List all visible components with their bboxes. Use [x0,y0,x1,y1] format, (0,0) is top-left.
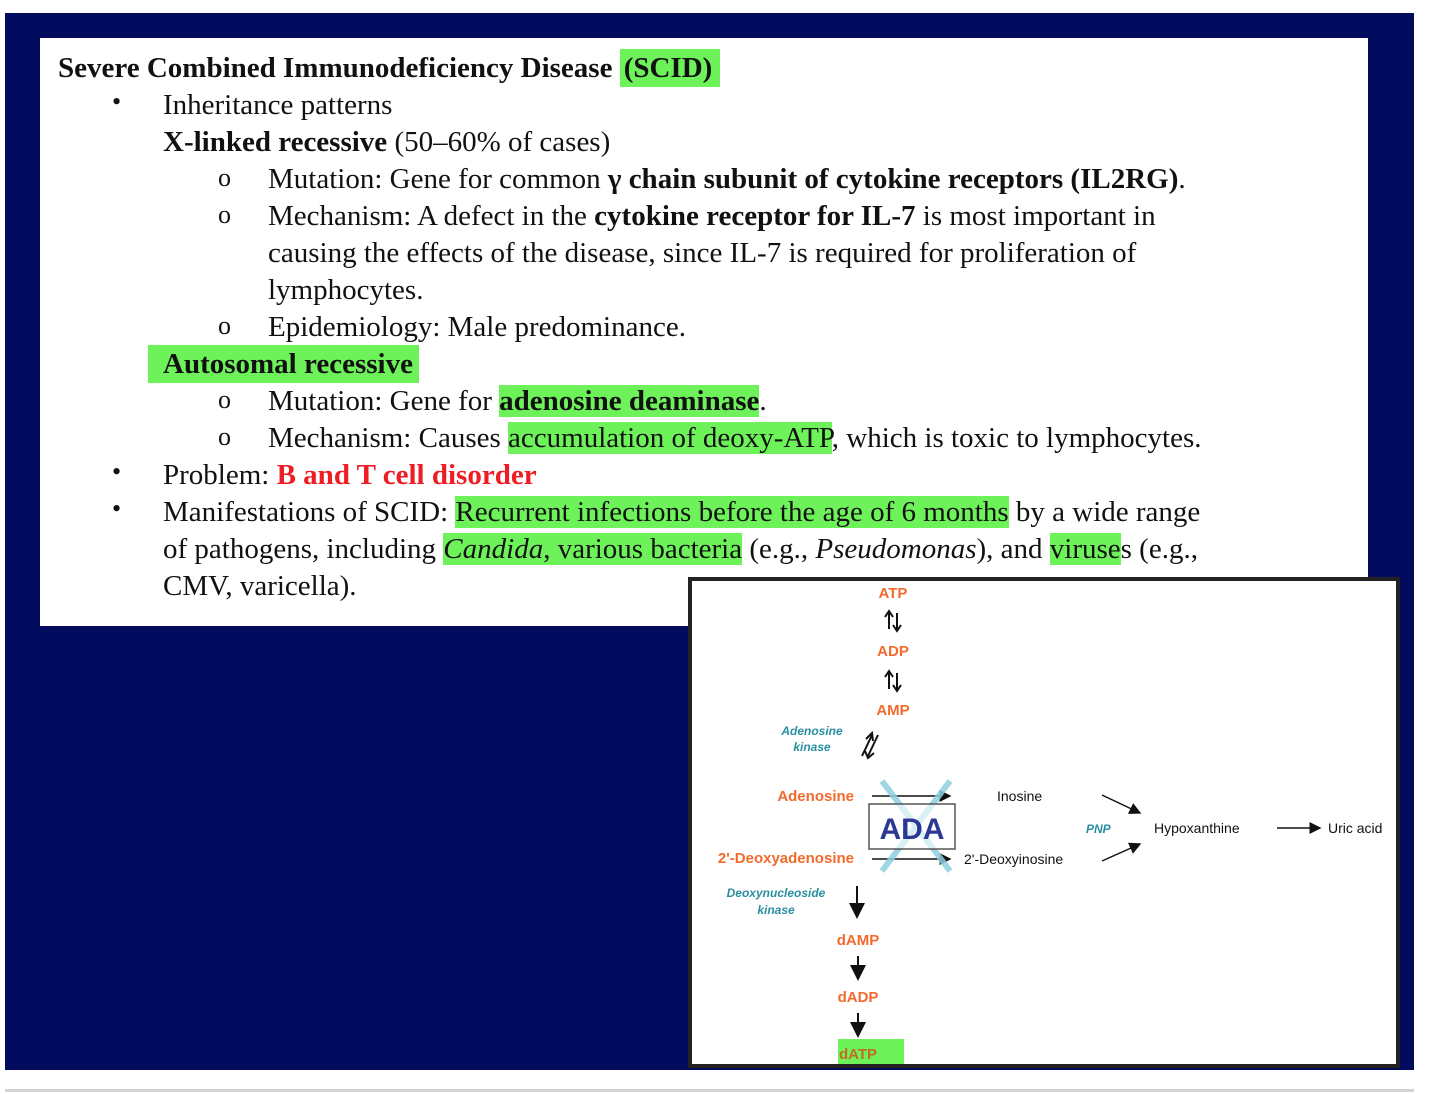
title-text: Severe Combined Immunodeficiency Disease [58,52,613,84]
deoxynucleoside-kinase-label-2: kinase [757,903,795,917]
autosomal-heading [148,346,419,383]
pnp-label: PNP [1086,822,1111,836]
pathway-svg [692,581,1396,1064]
bacteria-text: , various bacteria [543,533,743,565]
manifest-line2 [163,531,1198,568]
manifest-line2-d: ), and [976,533,1050,565]
purine-pathway-diagram [688,577,1400,1068]
kinase-arrow-icon [862,733,878,758]
circle-bullet-icon: o [218,422,231,451]
xlinked-epidemiology: Epidemiology: Male predominance. [268,311,686,343]
adp-label: ADP [877,643,909,660]
inosine-to-hypoxanthine-arrow [1102,795,1140,813]
problem-line [163,457,537,494]
manifest-pathogens-highlight [443,533,742,565]
bullet-icon: • [112,494,122,523]
autosomal-mutation-suffix: . [759,385,767,417]
uric-acid-label: Uric acid [1328,820,1383,836]
xlinked-mechanism [268,198,1156,235]
adenosine-kinase-label-2: kinase [793,740,831,754]
manifest-highlight: Recurrent infections before the age of 6 months [455,496,1009,528]
xlinked-heading-text: X-linked recessive [163,126,388,158]
manifest-line2-c: (e.g., [742,533,816,565]
deoxyadenosine-label: 2'-Deoxyadenosine [717,850,854,867]
virus-highlight: viruse [1049,533,1121,565]
candida-text: Candida [443,533,544,565]
autosomal-mechanism-prefix: Mechanism: Causes [268,422,509,454]
xlinked-mutation-prefix: Mutation: Gene for common [268,163,608,195]
manifest-line2-a: of pathogens, including [163,533,444,565]
dadp-label: dADP [837,989,879,1006]
datp-label: dATP [838,1046,878,1063]
inheritance-label: Inheritance patterns [163,89,393,121]
autosomal-heading-text: Autosomal recessive [148,345,419,383]
circle-bullet-icon: o [218,163,231,192]
xlinked-mechanism-prefix: Mechanism: A defect in the [268,200,595,232]
pseudomonas-text: Pseudomonas [815,533,977,565]
atp-label: ATP [878,585,908,602]
damp-label: dAMP [836,932,880,949]
autosomal-mechanism [268,420,1202,457]
problem-label: Problem: [163,459,277,491]
adenosine-label: Adenosine [777,788,854,805]
document-title [58,50,720,87]
circle-bullet-icon: o [218,385,231,414]
reversible-arrow-icon [885,671,901,691]
autosomal-mechanism-highlight: accumulation of deoxy-ATP [508,422,832,454]
bullet-icon: • [112,457,122,486]
xlinked-mechanism-line3: lymphocytes. [268,274,424,306]
manifest-line3: CMV, varicella). [163,570,357,602]
xlinked-note: (50–60% of cases) [394,126,611,158]
ada-label: ADA [879,813,945,846]
deoxyinosine-label: 2'-Deoxyinosine [964,851,1064,867]
reversible-arrow-icon [885,611,901,631]
xlinked-mechanism-line2: causing the effects of the disease, since IL-7 is required for proliferation of [268,237,1137,269]
notes-textbox [40,38,1368,626]
xlinked-mechanism-receptor: cytokine receptor for IL-7 [594,200,916,232]
amp-label: AMP [876,702,910,719]
xlinked-mutation [268,161,1186,198]
bullet-icon: • [112,87,122,116]
autosomal-mutation [268,383,767,420]
problem-value: B and T cell disorder [276,459,537,491]
manifest-prefix: Manifestations of SCID: [163,496,456,528]
autosomal-mutation-prefix: Mutation: Gene for [268,385,500,417]
autosomal-mechanism-suffix: , which is toxic to lymphocytes. [831,422,1202,454]
circle-bullet-icon: o [218,311,231,340]
manifest-line1 [163,494,1200,531]
xlinked-mutation-gene: γ chain subunit of cytokine receptors (IL2RG) [607,163,1179,195]
adenosine-kinase-label-1: Adenosine [781,724,843,738]
manifest-line2-e: s (e.g., [1120,533,1198,565]
autosomal-mutation-gene: adenosine deaminase [499,385,760,417]
title-abbreviation: (SCID) [620,49,721,87]
manifest-suffix: by a wide range [1008,496,1201,528]
deoxynucleoside-kinase-label-1: Deoxynucleoside [726,886,826,900]
circle-bullet-icon: o [218,200,231,229]
xlinked-mutation-suffix: . [1178,163,1186,195]
hypoxanthine-label: Hypoxanthine [1154,820,1240,836]
xlinked-mechanism-suffix: is most important in [915,200,1156,232]
bottom-divider [5,1089,1414,1092]
inosine-label: Inosine [997,788,1043,804]
deoxyinosine-to-hypoxanthine-arrow [1102,844,1140,861]
xlinked-heading [163,124,610,161]
